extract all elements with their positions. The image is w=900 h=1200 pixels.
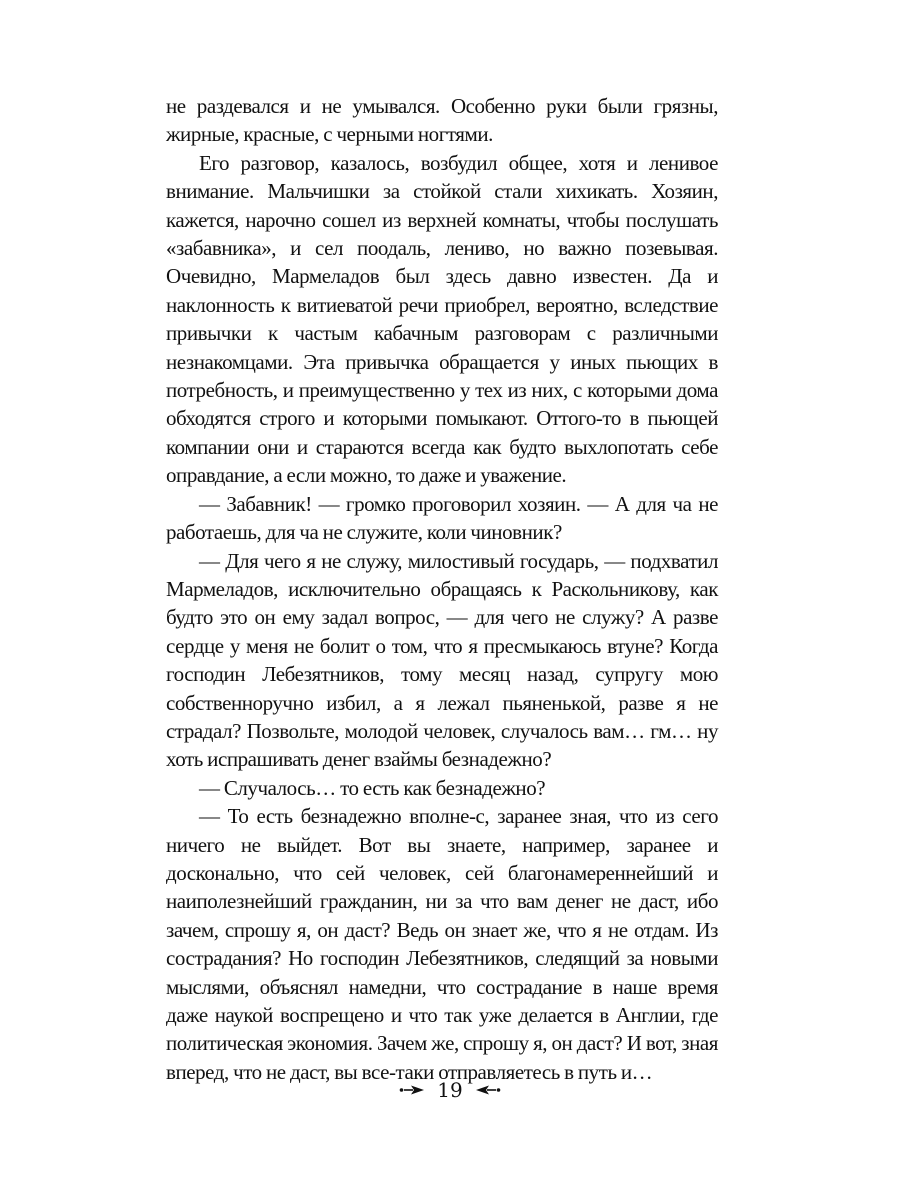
page-footer [0,1078,900,1102]
paragraph-3: — Забавник! — громко проговорил хозяин. — А для ча не работаешь, для ча не служите, коли чиновник? [166,491,718,545]
paragraph-6: — То есть безнадежно вполне-с, заранее зная, что из сего ничего не выйдет. Вот вы знаете, например, заранее и досконально, что сей человек, сей благонамереннейший и наиполезнейший гражданин, ни за что вам денег не даст, ибо зачем, спрошу я, он даст? Ведь он знает же, что я не отдам. Из сострадания? Но господин Лебезятников, следящий за новыми мыслями, объяснял намедни, что сострадание в наше время даже наукой воспрещено и что так уже делается в Англии, где политическая экономия. Зачем же, спрошу я, он даст? И вот, зная вперед, что не даст, вы все-таки отправляетесь в путь и… [166,804,718,1084]
right-arrow-ornament-icon [473,1084,501,1096]
left-arrow-ornament-icon [399,1084,427,1096]
paragraph-4: — Для чего я не служу, милостивый государь, — подхватил Мармеладов, исключительно обращаясь к Раскольникову, как будто это он ему задал вопрос, — для чего не служу? А разве сердце у меня не болит о том, что я пресмыкаюсь втуне? Когда господин Лебезятников, тому месяц назад, супругу мою собственноручно избил, а я лежал пьяненькой, разве я не страдал? Позвольте, молодой человек, случалось вам… гм… ну хоть испрашивать денег взаймы безнадежно? [166,548,718,772]
paragraph-2: Его разговор, казалось, возбудил общее, хотя и ленивое внимание. Мальчишки за стойкой стали хихикать. Хозяин, кажется, нарочно сошел из верхней комнаты, чтобы послушать «забавника», и сел поодаль, лениво, но важно позевывая. Очевидно, Мармеладов был здесь давно известен. Да и наклонность к витиеватой речи приобрел, вероятно, вследствие привычки к частым кабачным разговорам с различными незнакомцами. Эта привычка обращается у иных пьющих в потребность, и преимущественно у тех из них, с которыми дома обходятся строго и которыми помыкают. Оттого-то в пьющей компании они и стараются всегда как будто выхлопотать себе оправдание, а если можно, то даже и уважение. [166,150,718,488]
paragraph-1: не раздевался и не умывался. Особенно руки были грязны, жирные, красные, с черными ногтями. [166,94,718,147]
page-body [166,92,718,1086]
page-number: 19 [437,1078,463,1102]
paragraph-5: — Случалось… то есть как безнадежно? [199,775,546,800]
